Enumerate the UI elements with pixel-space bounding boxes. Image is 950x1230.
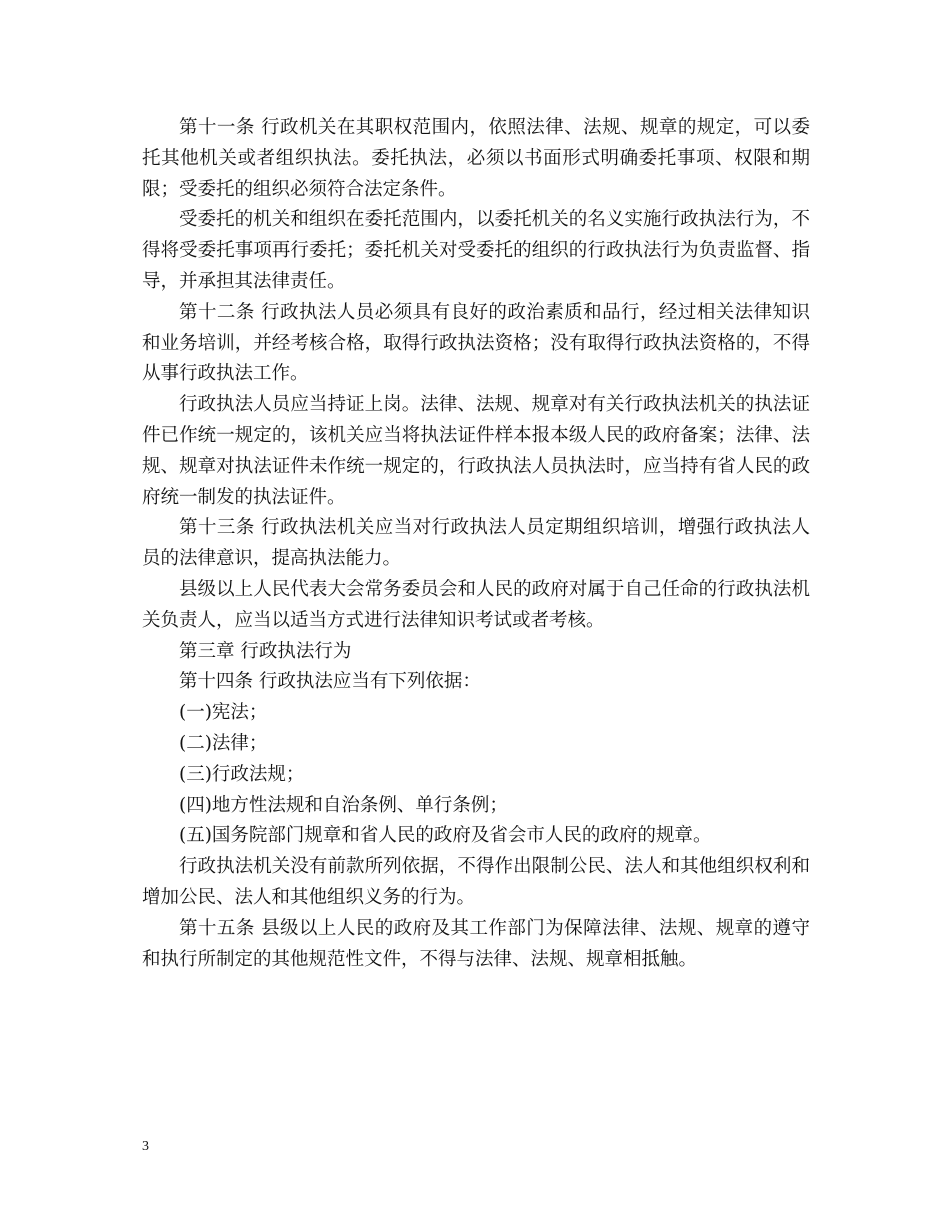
list-item-laws: (二)法律；	[179, 732, 268, 754]
list-item-constitution: (一)宪法；	[179, 702, 268, 724]
paragraph-article-15: 第十五条 县级以上人民的政府及其工作部门为保障法律、法规、规章的遵守和执行所制定的其他规范性文件，不得与法律、法规、规章相抵触。	[142, 917, 810, 970]
list-item-administrative-regulations: (三)行政法规；	[179, 763, 305, 785]
paragraph-article-13: 第十三条 行政执法机关应当对行政执法人员定期组织培训，增强行政执法人员的法律意识，提高执法能力。	[142, 517, 810, 570]
paragraph-enforcement-certificates: 行政执法人员应当持证上岗。法律、法规、规章对有关行政执法机关的执法证件已作统一规定的，该机关应当将执法证件样本报本级人民的政府备案；法律、法规、规章对执法证件未作统一规定的，行政执法人员执法时，应当持有省人民的政府统一制发的执法证件。	[142, 394, 810, 508]
page-number: 3	[142, 1139, 149, 1154]
document-body	[142, 113, 810, 975]
paragraph-appointed-officials-exam: 县级以上人民代表大会常务委员会和人民的政府对属于自己任命的行政执法机关负责人，应当以适当方式进行法律知识考试或者考核。	[142, 578, 810, 631]
paragraph-article-12: 第十二条 行政执法人员必须具有良好的政治素质和品行，经过相关法律知识和业务培训，并经考核合格，取得行政执法资格；没有取得行政执法资格的，不得从事行政执法工作。	[142, 301, 810, 385]
list-item-department-rules: (五)国务院部门规章和省人民的政府及省会市人民的政府的规章。	[179, 825, 712, 847]
paragraph-no-basis-restriction: 行政执法机关没有前款所列依据，不得作出限制公民、法人和其他组织权利和增加公民、法人和其他组织义务的行为。	[142, 856, 810, 908]
chapter-heading-3: 第三章 行政执法行为	[179, 640, 352, 662]
paragraph-entrusted-organizations: 受委托的机关和组织在委托范围内，以委托机关的名义实施行政执法行为，不得将受委托事项再行委托；委托机关对受委托的组织的行政执法行为负责监督、指导，并承担其法律责任。	[142, 209, 810, 292]
paragraph-article-14: 第十四条 行政执法应当有下列依据：	[179, 671, 481, 693]
list-item-local-regulations: (四)地方性法规和自治条例、单行条例；	[179, 794, 508, 816]
paragraph-article-11: 第十一条 行政机关在其职权范围内，依照法律、法规、规章的规定，可以委托其他机关或者组织执法。委托执法，必须以书面形式明确委托事项、权限和期限；受委托的组织必须符合法定条件。	[142, 117, 810, 200]
